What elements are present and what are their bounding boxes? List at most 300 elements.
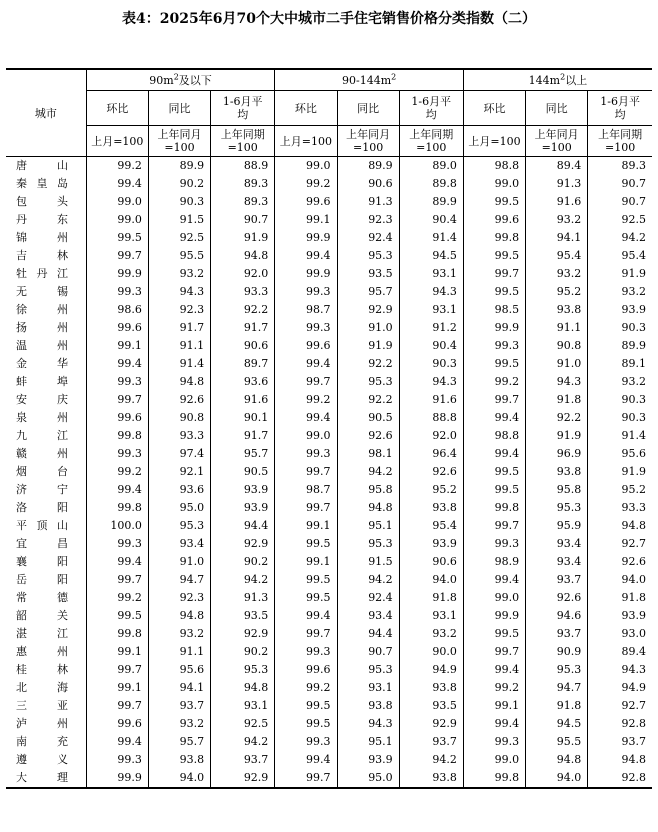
value-cell: 99.5 xyxy=(275,535,337,553)
value-cell: 92.3 xyxy=(148,301,210,319)
table-title: 表4：2025年6月70个大中城市二手住宅销售价格分类指数（二） xyxy=(122,11,536,27)
value-cell: 91.0 xyxy=(148,553,210,571)
value-cell: 90.7 xyxy=(337,643,399,661)
value-cell: 99.4 xyxy=(86,175,148,193)
city-name: 岳 阳 xyxy=(16,573,68,586)
value-cell: 99.4 xyxy=(463,409,525,427)
value-cell: 90.3 xyxy=(148,193,210,211)
value-cell: 95.4 xyxy=(526,247,588,265)
value-cell: 99.3 xyxy=(275,445,337,463)
col-header-1-1: 同比 xyxy=(337,91,399,126)
value-cell: 90.2 xyxy=(148,175,210,193)
value-cell: 99.6 xyxy=(86,319,148,337)
table-row xyxy=(6,247,652,265)
value-cell: 92.3 xyxy=(337,211,399,229)
value-cell: 90.8 xyxy=(526,337,588,355)
value-cell: 93.2 xyxy=(148,715,210,733)
value-cell: 89.3 xyxy=(588,157,652,176)
value-cell: 93.5 xyxy=(399,697,463,715)
value-cell: 93.0 xyxy=(588,625,652,643)
value-cell: 99.2 xyxy=(275,679,337,697)
value-cell: 91.5 xyxy=(148,211,210,229)
value-cell: 99.7 xyxy=(275,625,337,643)
value-cell: 90.5 xyxy=(211,463,275,481)
city-name: 惠 州 xyxy=(16,645,68,658)
value-cell: 92.2 xyxy=(337,355,399,373)
value-cell: 99.8 xyxy=(86,625,148,643)
value-cell: 93.2 xyxy=(399,625,463,643)
value-cell: 92.2 xyxy=(211,301,275,319)
table-row xyxy=(6,463,652,481)
city-name: 泉 州 xyxy=(16,411,68,424)
table-row xyxy=(6,409,652,427)
value-cell: 99.9 xyxy=(86,769,148,788)
price-index-table xyxy=(6,68,652,789)
value-cell: 93.7 xyxy=(211,751,275,769)
col-base-1-2: 上年同期=100 xyxy=(399,126,463,157)
city-cell xyxy=(6,661,86,679)
city-name: 安 庆 xyxy=(16,393,68,406)
value-cell: 95.6 xyxy=(588,445,652,463)
value-cell: 94.7 xyxy=(148,571,210,589)
value-cell: 95.3 xyxy=(211,661,275,679)
value-cell: 99.3 xyxy=(86,373,148,391)
value-cell: 93.4 xyxy=(526,535,588,553)
city-cell xyxy=(6,481,86,499)
value-cell: 99.1 xyxy=(275,211,337,229)
value-cell: 99.7 xyxy=(463,391,525,409)
value-cell: 91.8 xyxy=(526,697,588,715)
value-cell: 92.6 xyxy=(337,427,399,445)
city-name: 平 顶 山 xyxy=(16,519,68,532)
value-cell: 93.4 xyxy=(148,535,210,553)
value-cell: 98.8 xyxy=(463,157,525,176)
value-cell: 99.5 xyxy=(463,193,525,211)
city-name: 洛 阳 xyxy=(16,501,68,514)
value-cell: 99.5 xyxy=(463,625,525,643)
value-cell: 99.4 xyxy=(86,733,148,751)
table-row xyxy=(6,211,652,229)
col-header-2-0: 环比 xyxy=(463,91,525,126)
value-cell: 99.7 xyxy=(463,265,525,283)
city-cell xyxy=(6,175,86,193)
table-row xyxy=(6,517,652,535)
value-cell: 95.4 xyxy=(588,247,652,265)
value-cell: 94.3 xyxy=(399,283,463,301)
value-cell: 95.6 xyxy=(148,661,210,679)
value-cell: 94.9 xyxy=(399,661,463,679)
value-cell: 93.9 xyxy=(399,535,463,553)
city-name: 大 理 xyxy=(16,771,68,784)
value-cell: 99.6 xyxy=(463,211,525,229)
value-cell: 92.6 xyxy=(588,553,652,571)
value-cell: 99.5 xyxy=(275,697,337,715)
value-cell: 99.5 xyxy=(463,463,525,481)
value-cell: 93.2 xyxy=(526,265,588,283)
value-cell: 99.5 xyxy=(86,229,148,247)
value-cell: 94.1 xyxy=(526,229,588,247)
table-row xyxy=(6,175,652,193)
value-cell: 95.3 xyxy=(337,535,399,553)
value-cell: 94.3 xyxy=(526,373,588,391)
value-cell: 91.4 xyxy=(148,355,210,373)
city-cell xyxy=(6,535,86,553)
value-cell: 91.7 xyxy=(211,319,275,337)
value-cell: 93.8 xyxy=(526,301,588,319)
value-cell: 91.3 xyxy=(526,175,588,193)
value-cell: 91.8 xyxy=(526,391,588,409)
city-cell xyxy=(6,517,86,535)
city-name: 唐 山 xyxy=(16,159,68,172)
value-cell: 99.1 xyxy=(86,337,148,355)
city-name: 赣 州 xyxy=(16,447,68,460)
value-cell: 99.2 xyxy=(275,391,337,409)
city-name: 锦 州 xyxy=(16,231,68,244)
value-cell: 94.0 xyxy=(148,769,210,788)
value-cell: 90.3 xyxy=(588,409,652,427)
value-cell: 99.9 xyxy=(275,229,337,247)
value-cell: 95.5 xyxy=(526,733,588,751)
value-cell: 93.9 xyxy=(588,301,652,319)
value-cell: 94.5 xyxy=(399,247,463,265)
value-cell: 89.4 xyxy=(588,643,652,661)
table-row xyxy=(6,193,652,211)
value-cell: 90.5 xyxy=(337,409,399,427)
col-base-0-0: 上月=100 xyxy=(86,126,148,157)
value-cell: 99.7 xyxy=(86,661,148,679)
value-cell: 95.7 xyxy=(148,733,210,751)
value-cell: 91.9 xyxy=(526,427,588,445)
value-cell: 91.4 xyxy=(588,427,652,445)
value-cell: 99.0 xyxy=(275,427,337,445)
value-cell: 91.1 xyxy=(526,319,588,337)
value-cell: 99.1 xyxy=(275,553,337,571)
table-row xyxy=(6,679,652,697)
city-name: 北 海 xyxy=(16,681,68,694)
value-cell: 95.2 xyxy=(399,481,463,499)
value-cell: 92.7 xyxy=(588,535,652,553)
value-cell: 93.1 xyxy=(337,679,399,697)
value-cell: 99.6 xyxy=(86,409,148,427)
city-cell xyxy=(6,499,86,517)
value-cell: 98.8 xyxy=(463,427,525,445)
value-cell: 90.6 xyxy=(399,553,463,571)
value-cell: 88.8 xyxy=(399,409,463,427)
value-cell: 93.1 xyxy=(211,697,275,715)
value-cell: 99.9 xyxy=(86,265,148,283)
value-cell: 93.6 xyxy=(211,373,275,391)
value-cell: 99.0 xyxy=(86,193,148,211)
value-cell: 93.2 xyxy=(588,373,652,391)
city-name: 襄 阳 xyxy=(16,555,68,568)
value-cell: 99.4 xyxy=(86,355,148,373)
value-cell: 99.3 xyxy=(275,733,337,751)
city-cell xyxy=(6,283,86,301)
col-header-0-0: 环比 xyxy=(86,91,148,126)
value-cell: 89.3 xyxy=(211,193,275,211)
city-cell xyxy=(6,625,86,643)
value-cell: 99.6 xyxy=(275,193,337,211)
value-cell: 93.2 xyxy=(148,265,210,283)
value-cell: 95.8 xyxy=(337,481,399,499)
value-cell: 90.7 xyxy=(588,175,652,193)
value-cell: 94.9 xyxy=(588,679,652,697)
city-cell xyxy=(6,751,86,769)
city-cell xyxy=(6,193,86,211)
value-cell: 96.4 xyxy=(399,445,463,463)
value-cell: 99.4 xyxy=(275,607,337,625)
value-cell: 93.8 xyxy=(399,499,463,517)
value-cell: 99.0 xyxy=(275,157,337,176)
value-cell: 99.5 xyxy=(463,355,525,373)
group-header-medium: $90-144m^2$ xyxy=(275,69,464,91)
col-base-2-2: 上年同期=100 xyxy=(588,126,652,157)
city-cell xyxy=(6,445,86,463)
col-base-1-1: 上年同月=100 xyxy=(337,126,399,157)
value-cell: 90.0 xyxy=(399,643,463,661)
value-cell: 93.2 xyxy=(588,283,652,301)
city-name: 包 头 xyxy=(16,195,68,208)
value-cell: 99.4 xyxy=(463,571,525,589)
value-cell: 99.8 xyxy=(463,229,525,247)
value-cell: 89.9 xyxy=(337,157,399,176)
value-cell: 99.2 xyxy=(86,463,148,481)
value-cell: 93.2 xyxy=(526,211,588,229)
value-cell: 95.5 xyxy=(148,247,210,265)
value-cell: 91.9 xyxy=(337,337,399,355)
value-cell: 92.9 xyxy=(211,769,275,788)
table-header xyxy=(6,69,652,157)
value-cell: 90.4 xyxy=(399,211,463,229)
value-cell: 91.6 xyxy=(526,193,588,211)
value-cell: 99.5 xyxy=(275,589,337,607)
city-cell xyxy=(6,769,86,788)
value-cell: 91.9 xyxy=(588,463,652,481)
value-cell: 90.3 xyxy=(588,319,652,337)
table-row xyxy=(6,661,652,679)
city-name: 丹 东 xyxy=(16,213,68,226)
value-cell: 94.8 xyxy=(148,607,210,625)
value-cell: 92.4 xyxy=(337,589,399,607)
value-cell: 94.8 xyxy=(588,751,652,769)
table-row xyxy=(6,427,652,445)
city-name: 桂 林 xyxy=(16,663,68,676)
value-cell: 94.3 xyxy=(148,283,210,301)
city-name: 宜 昌 xyxy=(16,537,68,550)
value-cell: 93.7 xyxy=(526,571,588,589)
value-cell: 99.7 xyxy=(86,391,148,409)
city-name: 三 亚 xyxy=(16,699,68,712)
value-cell: 99.8 xyxy=(86,427,148,445)
value-cell: 94.8 xyxy=(588,517,652,535)
table-row xyxy=(6,157,652,176)
value-cell: 92.7 xyxy=(588,697,652,715)
value-cell: 94.2 xyxy=(337,571,399,589)
value-cell: 99.9 xyxy=(275,265,337,283)
value-cell: 91.7 xyxy=(211,427,275,445)
value-cell: 91.8 xyxy=(588,589,652,607)
city-cell xyxy=(6,319,86,337)
value-cell: 93.5 xyxy=(337,265,399,283)
city-cell xyxy=(6,157,86,176)
value-cell: 99.1 xyxy=(86,643,148,661)
value-cell: 98.6 xyxy=(86,301,148,319)
value-cell: 94.4 xyxy=(337,625,399,643)
value-cell: 89.9 xyxy=(588,337,652,355)
col-base-0-2: 上年同期=100 xyxy=(211,126,275,157)
value-cell: 92.3 xyxy=(148,589,210,607)
table-row xyxy=(6,265,652,283)
city-cell xyxy=(6,697,86,715)
value-cell: 99.7 xyxy=(463,517,525,535)
value-cell: 94.5 xyxy=(526,715,588,733)
city-cell xyxy=(6,571,86,589)
value-cell: 92.5 xyxy=(588,211,652,229)
value-cell: 95.7 xyxy=(211,445,275,463)
table-row xyxy=(6,301,652,319)
city-name: 扬 州 xyxy=(16,321,68,334)
value-cell: 92.6 xyxy=(399,463,463,481)
value-cell: 99.4 xyxy=(463,661,525,679)
value-cell: 97.4 xyxy=(148,445,210,463)
value-cell: 99.8 xyxy=(86,499,148,517)
value-cell: 94.2 xyxy=(211,571,275,589)
value-cell: 99.7 xyxy=(275,769,337,788)
city-cell xyxy=(6,211,86,229)
value-cell: 99.2 xyxy=(275,175,337,193)
city-name: 秦 皇 岛 xyxy=(16,177,68,190)
value-cell: 94.6 xyxy=(526,607,588,625)
value-cell: 91.9 xyxy=(588,265,652,283)
value-cell: 94.3 xyxy=(588,661,652,679)
city-name: 蚌 埠 xyxy=(16,375,68,388)
value-cell: 91.1 xyxy=(148,643,210,661)
value-cell: 90.8 xyxy=(148,409,210,427)
value-cell: 94.8 xyxy=(211,247,275,265)
value-cell: 94.2 xyxy=(211,733,275,751)
table-row xyxy=(6,769,652,788)
value-cell: 95.1 xyxy=(337,733,399,751)
value-cell: 99.5 xyxy=(86,607,148,625)
value-cell: 90.3 xyxy=(399,355,463,373)
city-cell xyxy=(6,337,86,355)
value-cell: 93.4 xyxy=(526,553,588,571)
city-name: 徐 州 xyxy=(16,303,68,316)
value-cell: 94.2 xyxy=(399,751,463,769)
table-row xyxy=(6,445,652,463)
value-cell: 95.7 xyxy=(337,283,399,301)
value-cell: 99.3 xyxy=(86,535,148,553)
city-cell xyxy=(6,391,86,409)
value-cell: 90.6 xyxy=(211,337,275,355)
value-cell: 95.0 xyxy=(337,769,399,788)
value-cell: 99.5 xyxy=(463,283,525,301)
value-cell: 99.2 xyxy=(463,373,525,391)
value-cell: 93.8 xyxy=(399,769,463,788)
city-name: 九 江 xyxy=(16,429,68,442)
value-cell: 99.6 xyxy=(86,715,148,733)
value-cell: 100.0 xyxy=(86,517,148,535)
value-cell: 93.7 xyxy=(526,625,588,643)
value-cell: 99.3 xyxy=(275,283,337,301)
value-cell: 99.3 xyxy=(463,337,525,355)
table-row xyxy=(6,391,652,409)
value-cell: 90.1 xyxy=(211,409,275,427)
value-cell: 99.7 xyxy=(275,499,337,517)
value-cell: 92.9 xyxy=(399,715,463,733)
city-name: 南 充 xyxy=(16,735,68,748)
value-cell: 89.3 xyxy=(211,175,275,193)
value-cell: 89.0 xyxy=(399,157,463,176)
value-cell: 91.0 xyxy=(526,355,588,373)
value-cell: 93.4 xyxy=(337,607,399,625)
value-cell: 95.0 xyxy=(148,499,210,517)
value-cell: 90.6 xyxy=(337,175,399,193)
group-header-small: $90m^2$及以下 xyxy=(86,69,275,91)
value-cell: 92.0 xyxy=(211,265,275,283)
value-cell: 99.4 xyxy=(463,715,525,733)
value-cell: 99.7 xyxy=(463,643,525,661)
value-cell: 99.2 xyxy=(86,157,148,176)
value-cell: 99.7 xyxy=(275,373,337,391)
value-cell: 99.9 xyxy=(463,319,525,337)
value-cell: 91.7 xyxy=(148,319,210,337)
value-cell: 99.4 xyxy=(86,553,148,571)
value-cell: 94.3 xyxy=(337,715,399,733)
col-header-2-1: 同比 xyxy=(526,91,588,126)
col-header-1-2: 1-6月平均 xyxy=(399,91,463,126)
col-base-0-1: 上年同月=100 xyxy=(148,126,210,157)
table-row xyxy=(6,589,652,607)
value-cell: 91.6 xyxy=(399,391,463,409)
value-cell: 98.1 xyxy=(337,445,399,463)
value-cell: 94.8 xyxy=(526,751,588,769)
value-cell: 93.3 xyxy=(148,427,210,445)
value-cell: 99.4 xyxy=(275,409,337,427)
value-cell: 89.8 xyxy=(399,175,463,193)
city-cell xyxy=(6,715,86,733)
table-row xyxy=(6,337,652,355)
value-cell: 95.3 xyxy=(337,373,399,391)
value-cell: 99.3 xyxy=(275,319,337,337)
value-cell: 93.9 xyxy=(211,499,275,517)
city-cell xyxy=(6,229,86,247)
value-cell: 93.9 xyxy=(588,607,652,625)
value-cell: 92.9 xyxy=(337,301,399,319)
value-cell: 94.0 xyxy=(526,769,588,788)
value-cell: 93.1 xyxy=(399,265,463,283)
group-header-large: $144m^2$以上 xyxy=(463,69,652,91)
value-cell: 95.3 xyxy=(337,247,399,265)
value-cell: 99.4 xyxy=(275,355,337,373)
city-name: 常 德 xyxy=(16,591,68,604)
city-name: 湛 江 xyxy=(16,627,68,640)
value-cell: 98.7 xyxy=(275,481,337,499)
value-cell: 89.7 xyxy=(211,355,275,373)
value-cell: 90.2 xyxy=(211,643,275,661)
table-row xyxy=(6,481,652,499)
table-row xyxy=(6,607,652,625)
value-cell: 91.3 xyxy=(337,193,399,211)
value-cell: 90.9 xyxy=(526,643,588,661)
value-cell: 99.2 xyxy=(86,589,148,607)
city-cell xyxy=(6,733,86,751)
value-cell: 91.2 xyxy=(399,319,463,337)
value-cell: 99.7 xyxy=(86,697,148,715)
value-cell: 94.2 xyxy=(588,229,652,247)
value-cell: 94.8 xyxy=(337,499,399,517)
table-row xyxy=(6,643,652,661)
